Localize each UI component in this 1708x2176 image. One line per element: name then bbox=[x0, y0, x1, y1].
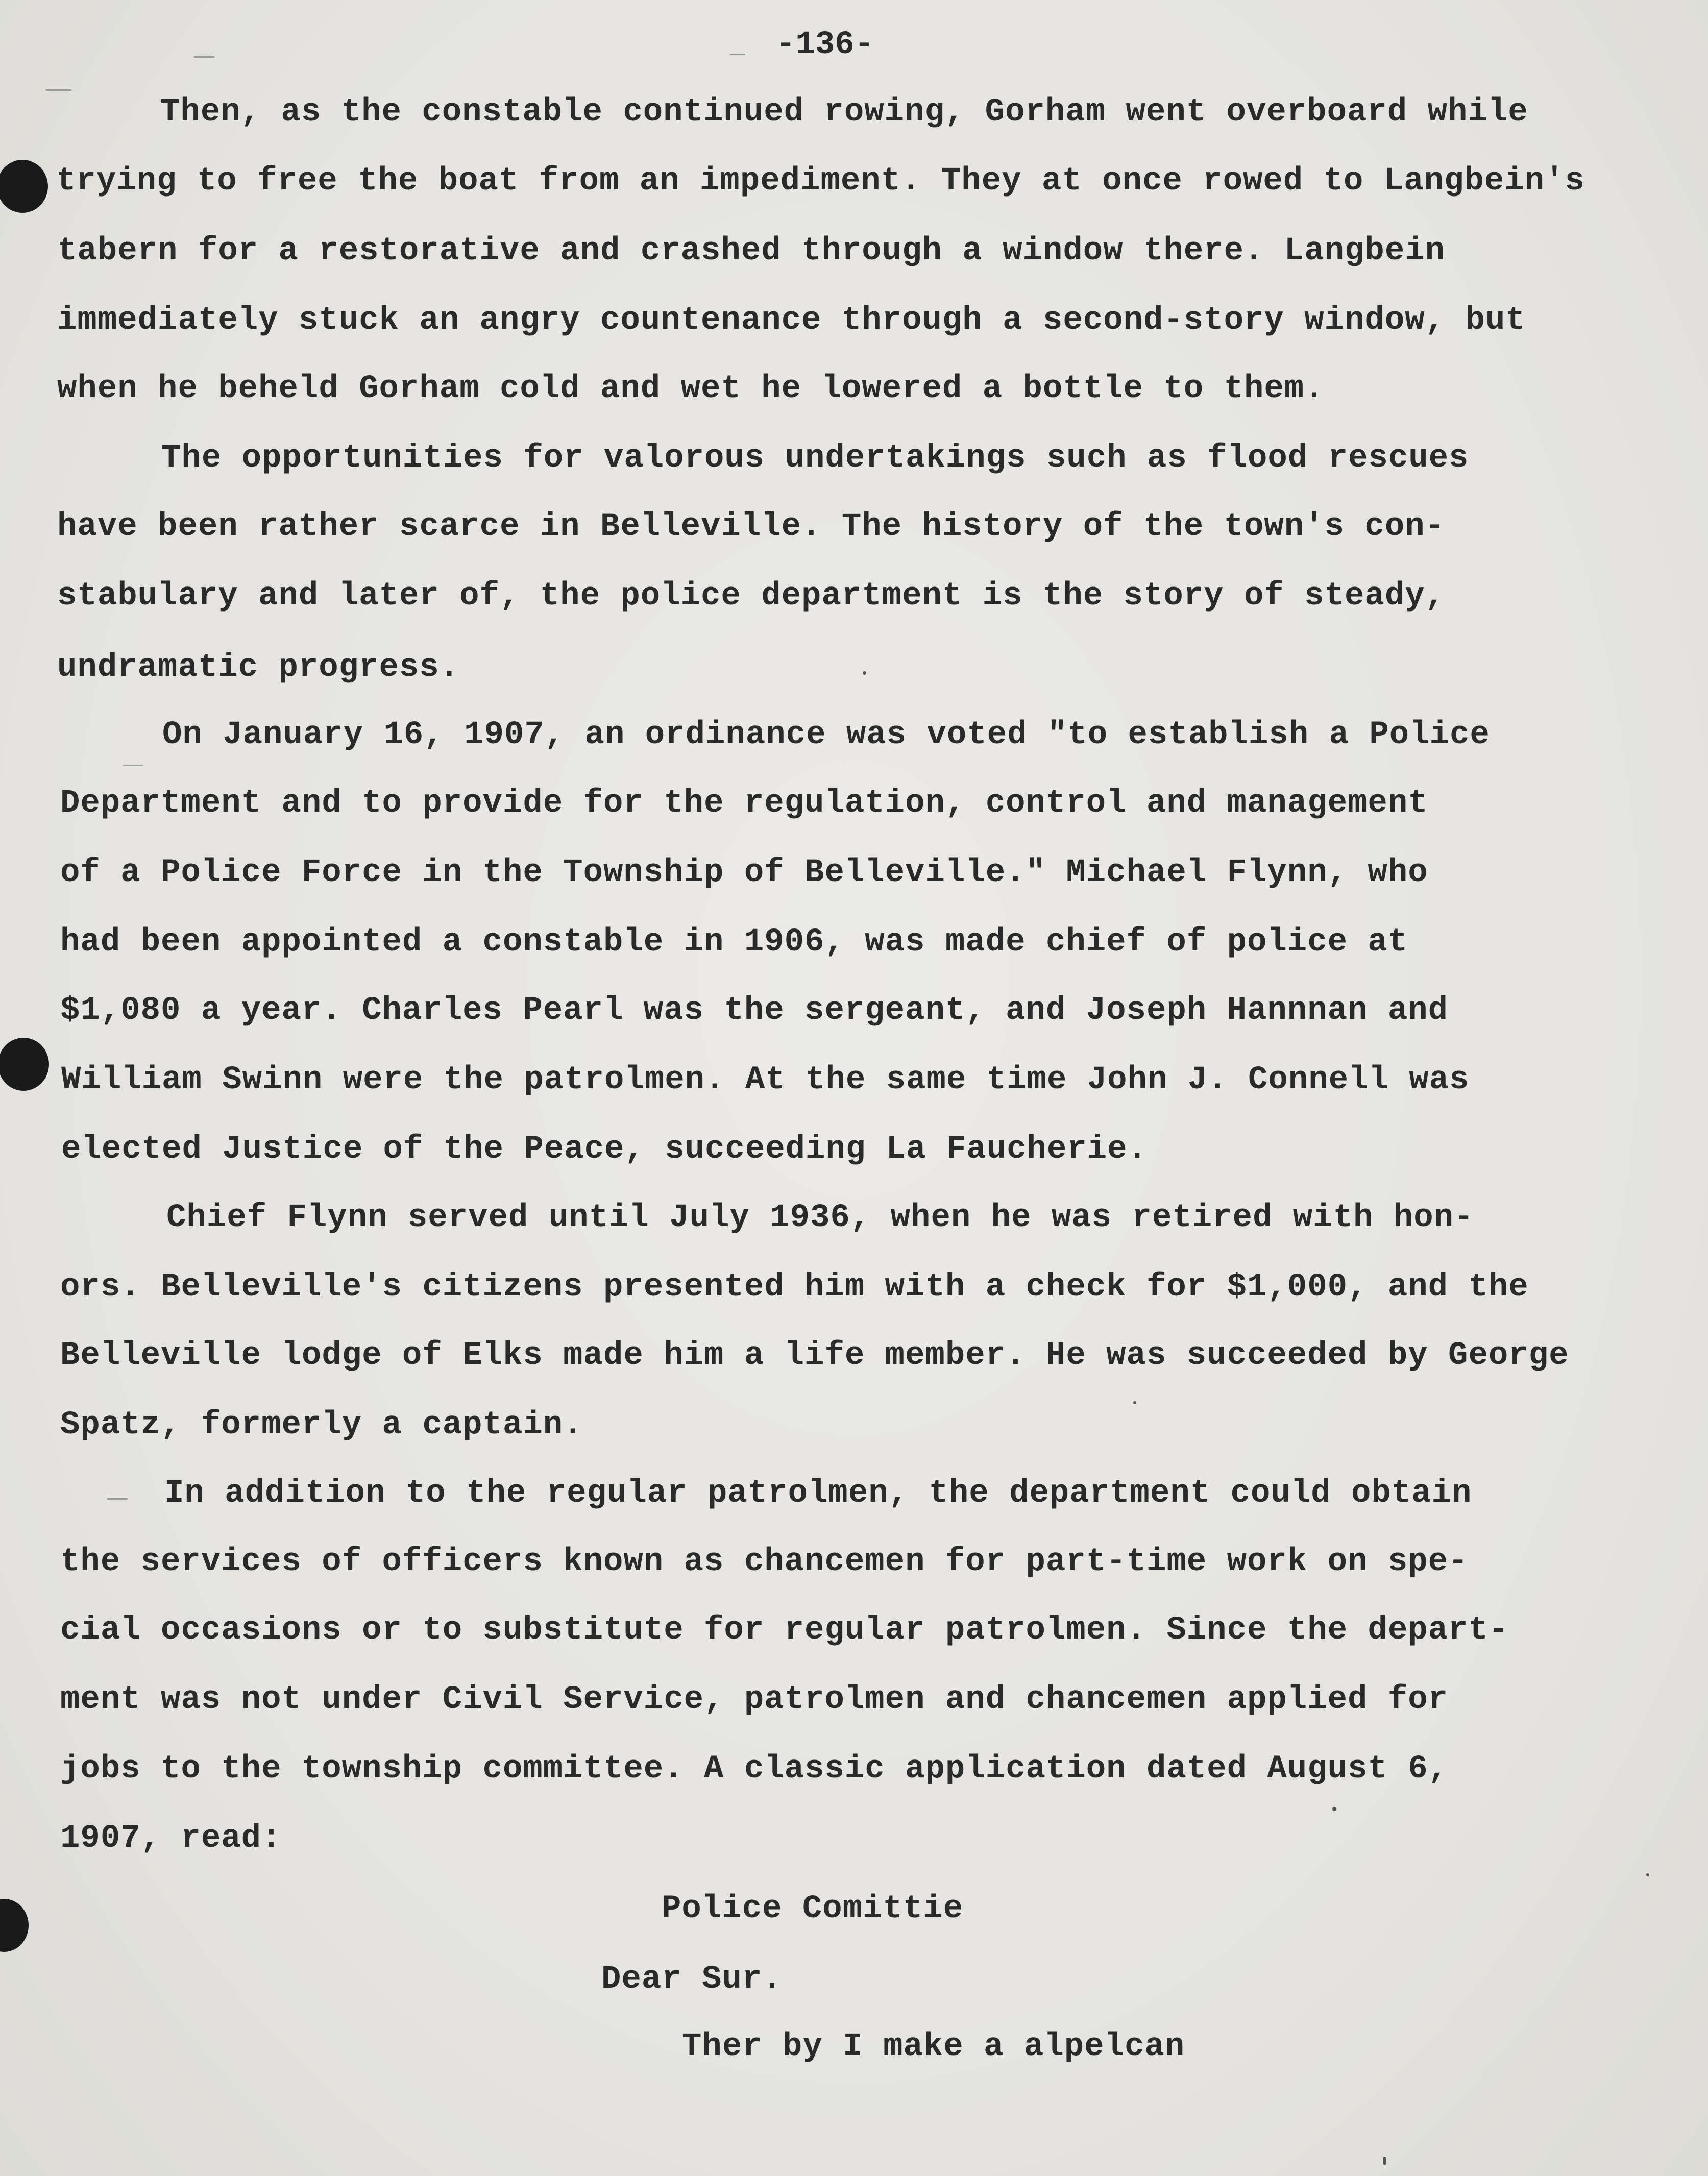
punch-hole-top bbox=[0, 160, 48, 213]
text-line: when he beheld Gorham cold and wet he lowered a bottle to them. bbox=[57, 371, 1325, 407]
text-line: Belleville lodge of Elks made him a life member. He was succeeded by George bbox=[60, 1337, 1569, 1374]
smudge-mark bbox=[123, 765, 143, 766]
ink-fleck bbox=[1383, 2157, 1386, 2165]
letter-body-line: Ther by I make a alpelcan bbox=[682, 2028, 1185, 2065]
text-line: ment was not under Civil Service, patrolmen and chancemen applied for bbox=[60, 1681, 1449, 1718]
smudge-mark bbox=[46, 89, 71, 91]
ink-fleck bbox=[1646, 1873, 1649, 1876]
text-line: immediately stuck an angry countenance through a second-story window, but bbox=[57, 302, 1526, 339]
letter-greeting: Dear Sur. bbox=[601, 1961, 783, 1998]
text-line: cial occasions or to substitute for regular patrolmen. Since the depart- bbox=[60, 1612, 1509, 1649]
text-line: Then, as the constable continued rowing, Gorham went overboard while bbox=[160, 94, 1528, 131]
text-line: elected Justice of the Peace, succeeding La Faucherie. bbox=[61, 1131, 1148, 1168]
ink-fleck bbox=[1332, 1807, 1336, 1811]
text-line: Department and to provide for the regulation, control and management bbox=[60, 785, 1428, 822]
text-line: 1907, read: bbox=[60, 1820, 282, 1857]
text-line: $1,080 a year. Charles Pearl was the sergeant, and Joseph Hannnan and bbox=[60, 992, 1449, 1029]
smudge-mark bbox=[107, 1498, 128, 1500]
text-line: undramatic progress. bbox=[57, 649, 460, 686]
smudge-mark bbox=[730, 54, 745, 55]
text-line: ors. Belleville's citizens presented him with a check for $1,000, and the bbox=[60, 1269, 1529, 1306]
punch-hole-bottom bbox=[0, 1899, 29, 1952]
smudge-mark bbox=[194, 56, 214, 58]
text-line: jobs to the township committee. A classic application dated August 6, bbox=[60, 1751, 1449, 1788]
letter-salutation: Police Comittie bbox=[662, 1891, 964, 1927]
text-line: Spatz, formerly a captain. bbox=[60, 1407, 583, 1444]
text-line: On January 16, 1907, an ordinance was voted "to establish a Police bbox=[162, 717, 1490, 753]
text-line: stabulary and later of, the police department is the story of steady, bbox=[57, 578, 1446, 615]
text-line: trying to free the boat from an impediment. They at once rowed to Langbein's bbox=[56, 163, 1585, 200]
text-line: had been appointed a constable in 1906, was made chief of police at bbox=[60, 924, 1408, 961]
text-line: the services of officers known as chancemen for part-time work on spe- bbox=[60, 1544, 1469, 1580]
text-line: Chief Flynn served until July 1936, when he was retired with hon- bbox=[166, 1200, 1474, 1236]
text-line: tabern for a restorative and crashed through a window there. Langbein bbox=[57, 233, 1446, 270]
text-line: have been rather scarce in Belleville. The history of the town's con- bbox=[57, 508, 1446, 545]
punch-hole-middle bbox=[0, 1038, 49, 1091]
text-line: In addition to the regular patrolmen, the department could obtain bbox=[164, 1475, 1472, 1512]
ink-fleck bbox=[1133, 1401, 1136, 1404]
text-line: The opportunities for valorous undertakings such as flood rescues bbox=[161, 440, 1469, 477]
page-number: -136- bbox=[776, 27, 874, 63]
text-line: of a Police Force in the Township of Belleville." Michael Flynn, who bbox=[60, 854, 1428, 891]
ink-fleck bbox=[863, 671, 866, 675]
text-line: William Swinn were the patrolmen. At the same time John J. Connell was bbox=[61, 1062, 1470, 1098]
